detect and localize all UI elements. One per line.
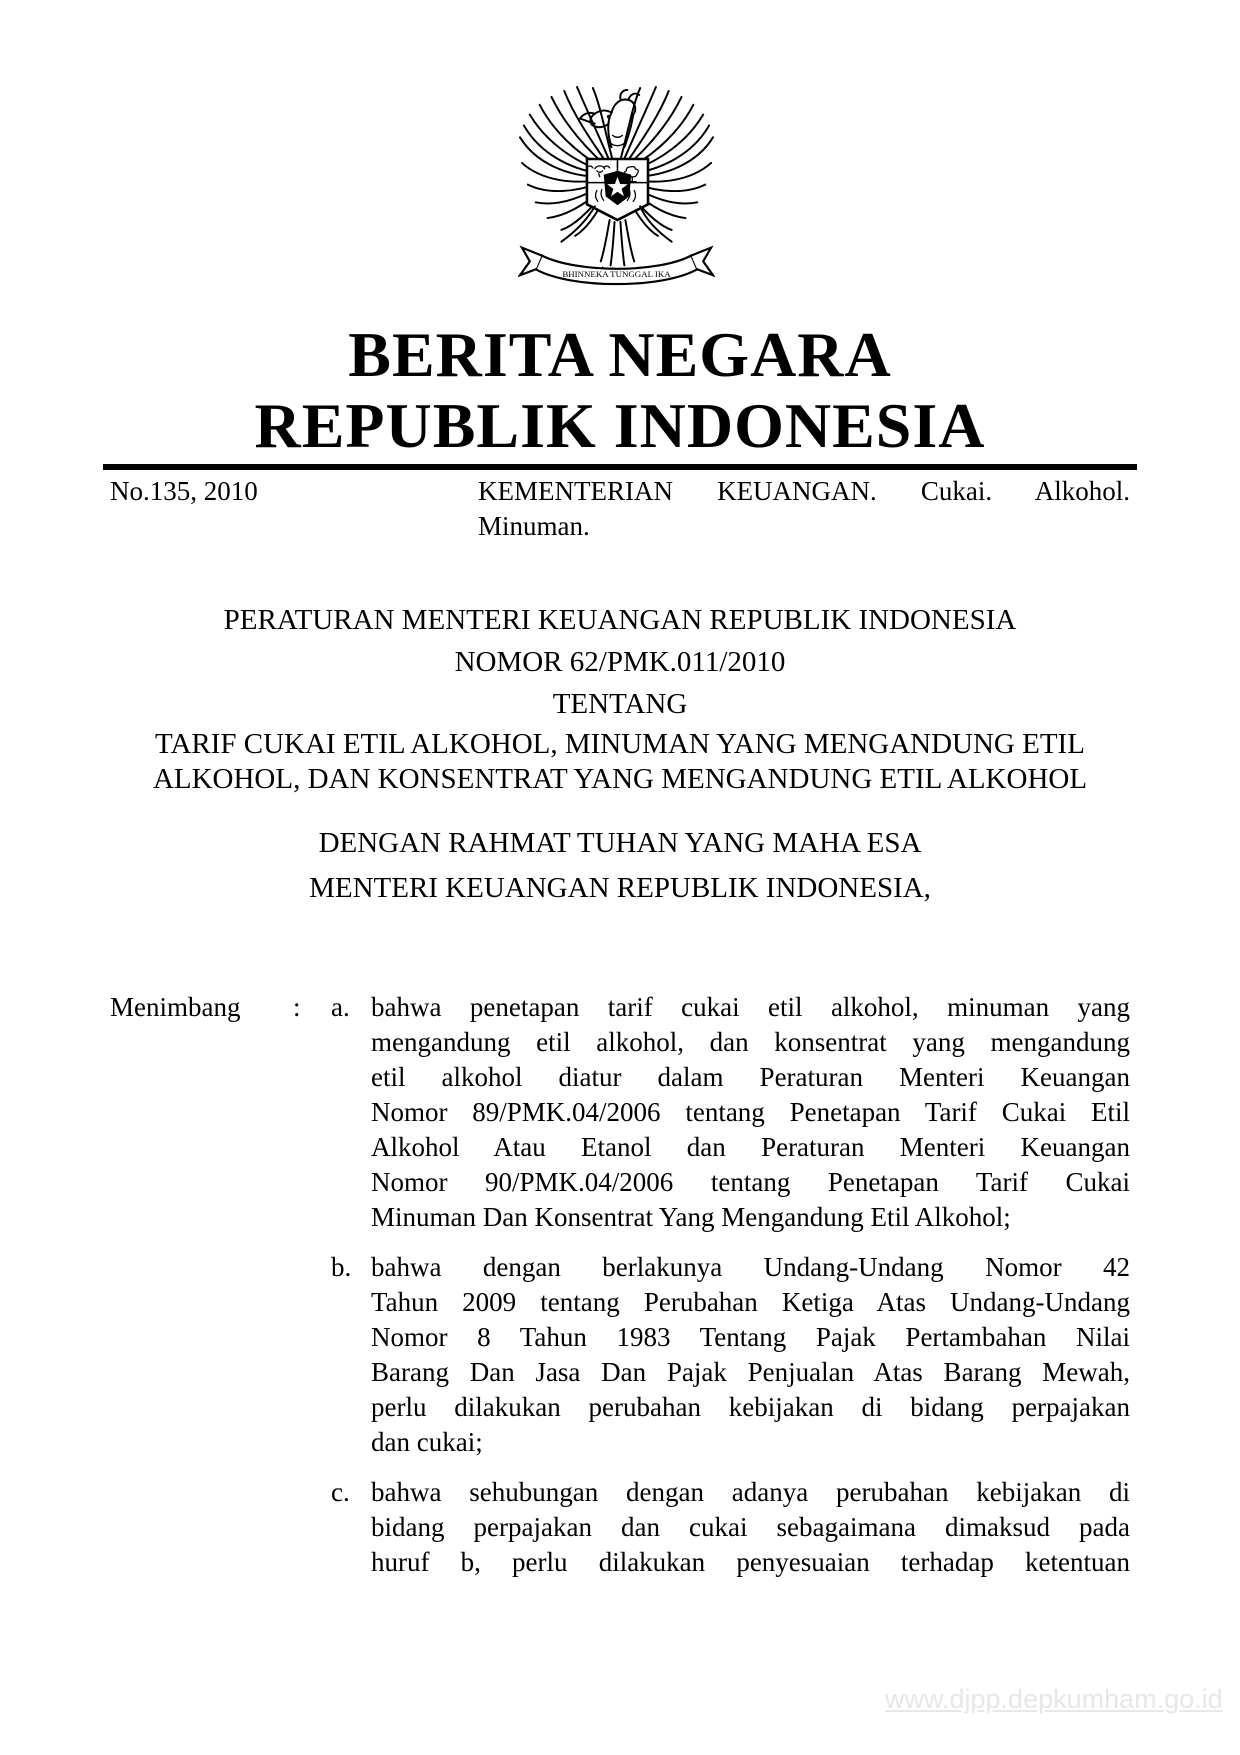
gazette-title-line1: BERITA NEGARA bbox=[348, 319, 892, 390]
consideration-item-c bbox=[331, 1475, 1130, 1580]
item-text: bahwa sehubungan dengan adanya perubahan kebijakan di bidang perpajakan dan cukai sebagaimana dimaksud pada huruf b, perlu dilakukan penyesuaian terhadap ketentuan bbox=[371, 1477, 1130, 1577]
issue-subject: KEMENTERIAN KEUANGAN. Cukai. Alkohol. Minuman. bbox=[478, 476, 1130, 541]
emblem-motto: BHINNEKA TUNGGAL IKA bbox=[562, 269, 671, 280]
item-text: bahwa dengan berlakunya Undang-Undang Nomor 42 Tahun 2009 tentang Perubahan Ketiga Atas Undang-Undang Nomor 8 Tahun 1983 Tentang Pajak Pertambahan Nilai Barang Dan Jasa Dan Pajak Penjualan Atas Barang Mewah, perlu dilakukan perubahan kebijakan di bidang perpajakan dan cukai; bbox=[371, 1252, 1130, 1457]
invocation-line: DENGAN RAHMAT TUHAN YANG MAHA ESA bbox=[318, 827, 922, 859]
considerations-section bbox=[110, 990, 1130, 1580]
item-text: bahwa penetapan tarif cukai etil alkohol, minuman yang mengandung etil alkohol, dan konsentrat yang mengandung etil alkohol diatur dalam Peraturan Menteri Keuangan Nomor 89/PMK.04/2006 tentang Penetapan Tarif Cukai Etil Alkohol Atau Etanol dan Peraturan Menteri Keuangan Nomor 90/PMK.04/2006 tentang Penetapan Tarif Cukai Minuman Dan Konsentrat Yang Mengandung Etil Alkohol; bbox=[371, 992, 1130, 1232]
gazette-title-line2: REPUBLIK INDONESIA bbox=[254, 390, 986, 461]
considerations-label: Menimbang bbox=[110, 992, 241, 1022]
regulation-subject: TARIF CUKAI ETIL ALKOHOL, MINUMAN YANG MENGANDUNG ETIL ALKOHOL, DAN KONSENTRAT YANG MENGANDUNG ETIL ALKOHOL bbox=[152, 728, 1088, 795]
authority-line: MENTERI KEUANGAN REPUBLIK INDONESIA, bbox=[309, 872, 931, 904]
regulation-number: NOMOR 62/PMK.011/2010 bbox=[454, 646, 786, 678]
garuda-pancasila-emblem-icon bbox=[518, 86, 715, 295]
gazette-title bbox=[0, 319, 1240, 461]
consideration-item-b bbox=[331, 1250, 1130, 1460]
masthead-rule bbox=[103, 464, 1137, 470]
consideration-item-a bbox=[331, 990, 1130, 1235]
regulation-about-label: TENTANG bbox=[552, 688, 688, 720]
item-marker: b. bbox=[331, 1252, 352, 1282]
regulation-title: PERATURAN MENTERI KEUANGAN REPUBLIK INDONESIA bbox=[223, 604, 1017, 636]
watermark-url: www.djpp.depkumham.go.id bbox=[885, 1684, 1223, 1714]
issue-number: No.135, 2010 bbox=[110, 476, 258, 506]
item-marker: a. bbox=[331, 992, 350, 1022]
regulation-heading bbox=[110, 599, 1130, 725]
considerations-colon: : bbox=[293, 992, 301, 1022]
item-marker: c. bbox=[331, 1477, 350, 1507]
considerations-items bbox=[331, 990, 1130, 1580]
